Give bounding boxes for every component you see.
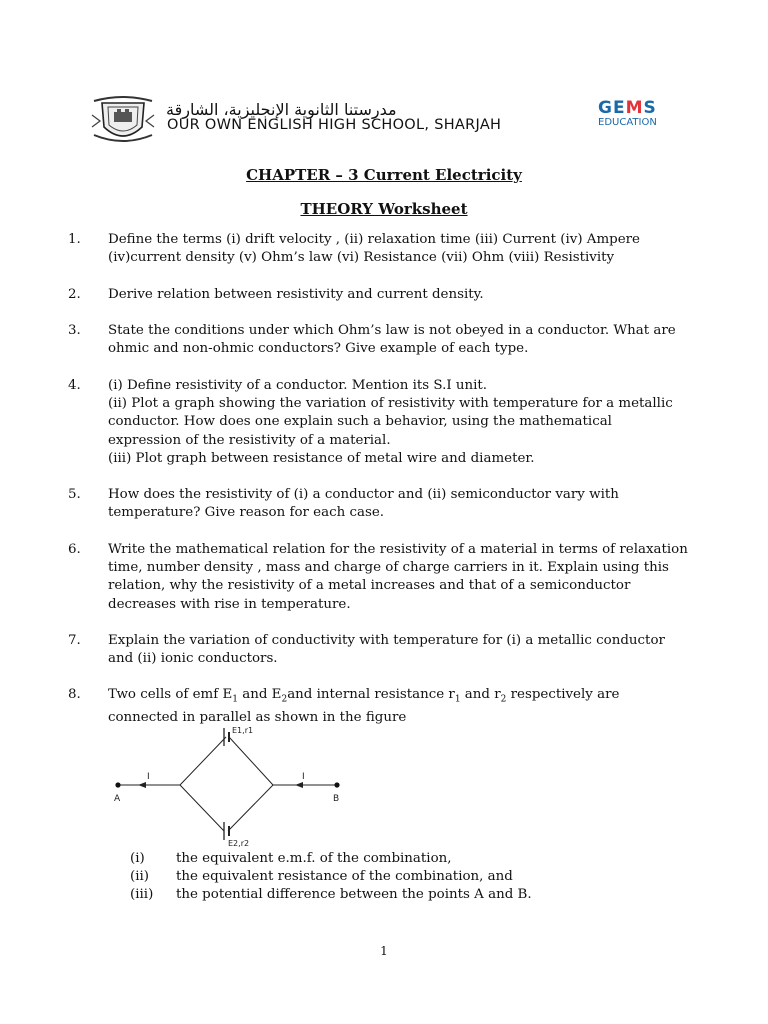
wire-lower-left [180,785,224,831]
chapter-title: CHAPTER – 3 Current Electricity [246,166,522,184]
subpart-text: the equivalent resistance of the combination, and [176,869,513,884]
question-text: Write the mathematical relation for the resistivity of a material in terms of relaxation time, number density , mass and charge of charge carriers in it. Explain using this relation, why the resistivity of a metal increases and that of a semiconductor decreases with rise in temperature. [108,542,688,612]
parallel-cells-circuit-diagram [100,722,360,852]
wire-upper-right [229,737,273,785]
current-arrow-left [138,782,146,788]
subpart-number: (iii) [130,887,154,902]
school-crest-logo [90,95,156,147]
question-number: 1. [68,232,81,247]
question-text: Explain the variation of conductivity with temperature for (i) a metallic conductor and (ii) ionic conductors. [108,633,665,667]
point-a-label: A [114,794,121,804]
question-number: 2. [68,287,81,302]
wire-upper-left [180,737,226,785]
terminal-a [115,782,120,787]
worksheet-title: THEORY Worksheet [300,200,468,218]
terminal-b [334,782,339,787]
page-number: 1 [380,944,388,958]
question-number: 5. [68,487,81,502]
cell-2-label: E2,r2 [228,839,250,848]
question-text: Derive relation between resistivity and current density. [108,287,484,302]
subpart-text: the potential difference between the points A and B. [176,887,532,902]
question-number: 3. [68,323,81,338]
current-label-right: I [302,772,305,782]
wire-lower-right [228,785,273,831]
gems-logo [598,100,676,129]
current-arrow-right [295,782,303,788]
subpart-number: (i) [130,851,145,866]
question-text: How does the resistivity of (i) a conductor and (ii) semiconductor vary with temperature? Give reason for each case. [108,487,619,521]
subpart-number: (ii) [130,869,150,884]
school-name-english: OUR OWN ENGLISH HIGH SCHOOL, SHARJAH [167,117,502,133]
question-text: (i) Define resistivity of a conductor. Mention its S.I unit. (ii) Plot a graph showing the variation of resistivity with temperature for a metallic conductor. How does one explain such a behavior, using the mathematical expression of the resistivity of a material. (iii) Plot graph between resistance of metal wire and diameter. [108,378,673,466]
school-name-arabic: مدرستنا الثانوية الإنجليزية، الشارقة [166,100,397,119]
question-text: Two cells of emf $E_1$ and $E_2and$ internal resistance $r_1$ and $r_2$ respectively are connected in parallel as shown in the figure [108,687,620,725]
question-text: State the conditions under which Ohm’s law is not obeyed in a conductor. What are ohmic and non-ohmic conductors? Give example of each type. [108,323,676,357]
question-number: 4. [68,378,81,393]
gems-brand-sub: EDUCATION [598,117,657,128]
current-label-left: I [147,772,150,782]
gems-brand: GEMS [598,98,657,118]
question-text: Define the terms (i) drift velocity , (ii) relaxation time (iii) Current (iv) Ampere (iv)current density (v) Ohm’s law (vi) Resistance (vii) Ohm (viii) Resistivity [108,232,640,266]
cell-1-label: E1,r1 [232,726,254,735]
point-b-label: B [333,794,340,804]
question-number: 7. [68,633,81,648]
subpart-text: the equivalent e.m.f. of the combination, [176,851,452,866]
question-number: 6. [68,542,81,557]
question-number: 8. [68,687,81,702]
